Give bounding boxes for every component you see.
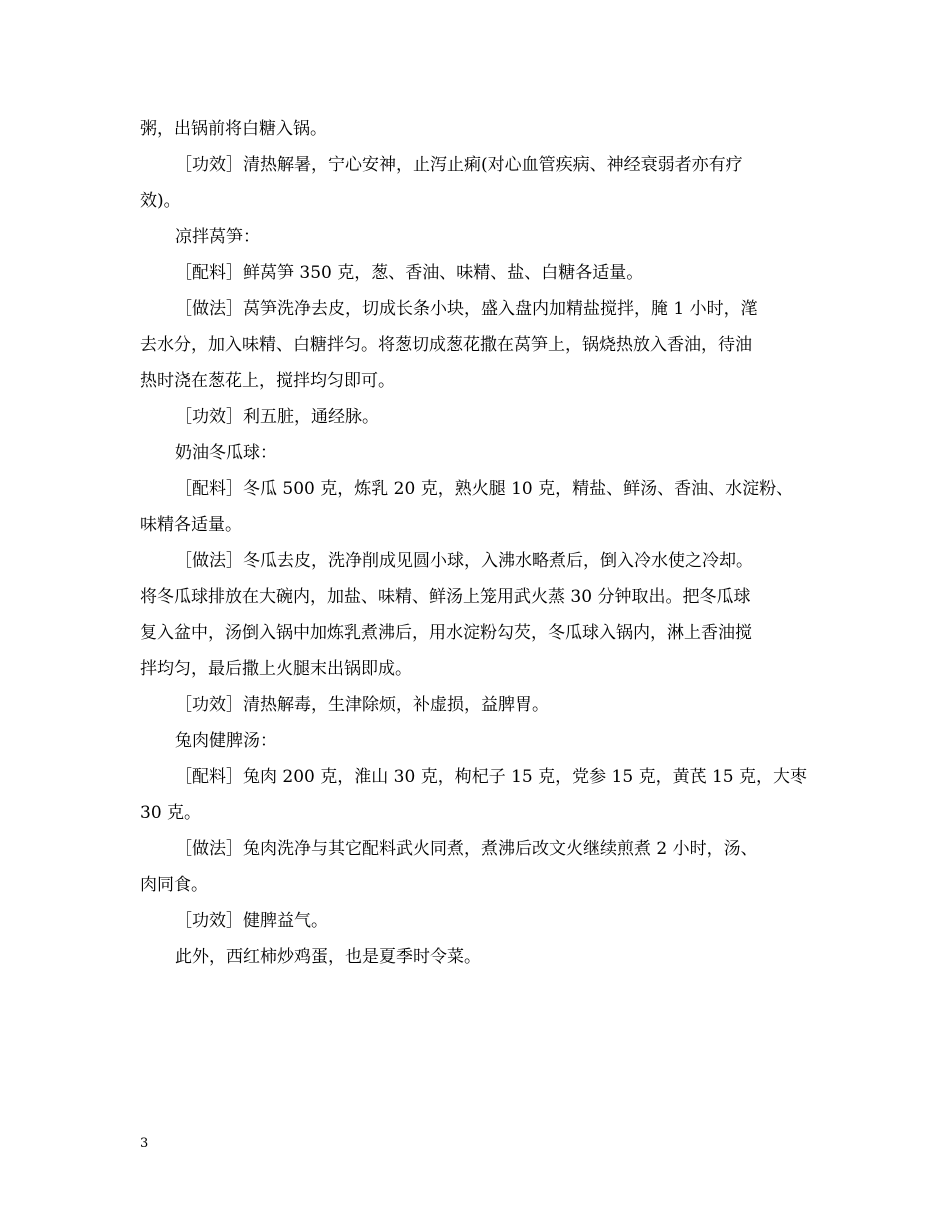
text-line: ［做法］莴笋洗净去皮，切成长条小块，盛入盘内加精盐搅拌，腌 1 小时，滗 bbox=[175, 299, 758, 319]
text-line: ［功效］利五脏，通经脉。 bbox=[175, 407, 379, 427]
text-line: 将冬瓜球排放在大碗内，加盐、味精、鲜汤上笼用武火蒸 30 分钟取出。把冬瓜球 bbox=[140, 587, 751, 607]
text-line: ［配料］兔肉 200 克，淮山 30 克，枸杞子 15 克，党参 15 克，黄芪 15 克，大枣 bbox=[175, 767, 808, 787]
recipe-title: 兔肉健脾汤： bbox=[175, 731, 277, 751]
text-line: 去水分，加入味精、白糖拌匀。将葱切成葱花撒在莴笋上，锅烧热放入香油，待油 bbox=[140, 335, 752, 355]
page-number: 3 bbox=[140, 1136, 149, 1151]
text-line: 粥，出锅前将白糖入锅。 bbox=[140, 119, 327, 139]
text-line: 味精各适量。 bbox=[140, 515, 242, 535]
text-line: 效)。 bbox=[140, 191, 181, 211]
text-line: ［功效］清热解暑，宁心安神，止泻止痢(对心血管疾病、神经衰弱者亦有疗 bbox=[175, 155, 743, 175]
text-line: ［配料］鲜莴笋 350 克，葱、香油、味精、盐、白糖各适量。 bbox=[175, 263, 644, 283]
text-line: ［做法］冬瓜去皮，洗净削成见圆小球，入沸水略煮后，倒入冷水使之冷却。 bbox=[175, 551, 753, 571]
recipe-title: 凉拌莴笋： bbox=[175, 227, 260, 247]
recipe-title: 奶油冬瓜球： bbox=[175, 443, 277, 463]
text-line: ［配料］冬瓜 500 克，炼乳 20 克，熟火腿 10 克，精盐、鲜汤、香油、水淀粉、 bbox=[175, 479, 794, 499]
text-line: ［功效］健脾益气。 bbox=[175, 911, 328, 931]
text-line: 30 克。 bbox=[140, 803, 202, 823]
text-line: ［做法］兔肉洗净与其它配料武火同煮，煮沸后改文火继续煎煮 2 小时，汤、 bbox=[175, 839, 758, 859]
text-line: 肉同食。 bbox=[140, 875, 208, 895]
text-line: 拌均匀，最后撒上火腿末出锅即成。 bbox=[140, 659, 412, 679]
text-line: 此外，西红柿炒鸡蛋，也是夏季时令菜。 bbox=[175, 947, 481, 967]
text-line: 复入盆中，汤倒入锅中加炼乳煮沸后，用水淀粉勾芡，冬瓜球入锅内，淋上香油搅 bbox=[140, 623, 752, 643]
text-line: 热时浇在葱花上，搅拌均匀即可。 bbox=[140, 371, 395, 391]
text-line: ［功效］清热解毒，生津除烦，补虚损，益脾胃。 bbox=[175, 695, 549, 715]
